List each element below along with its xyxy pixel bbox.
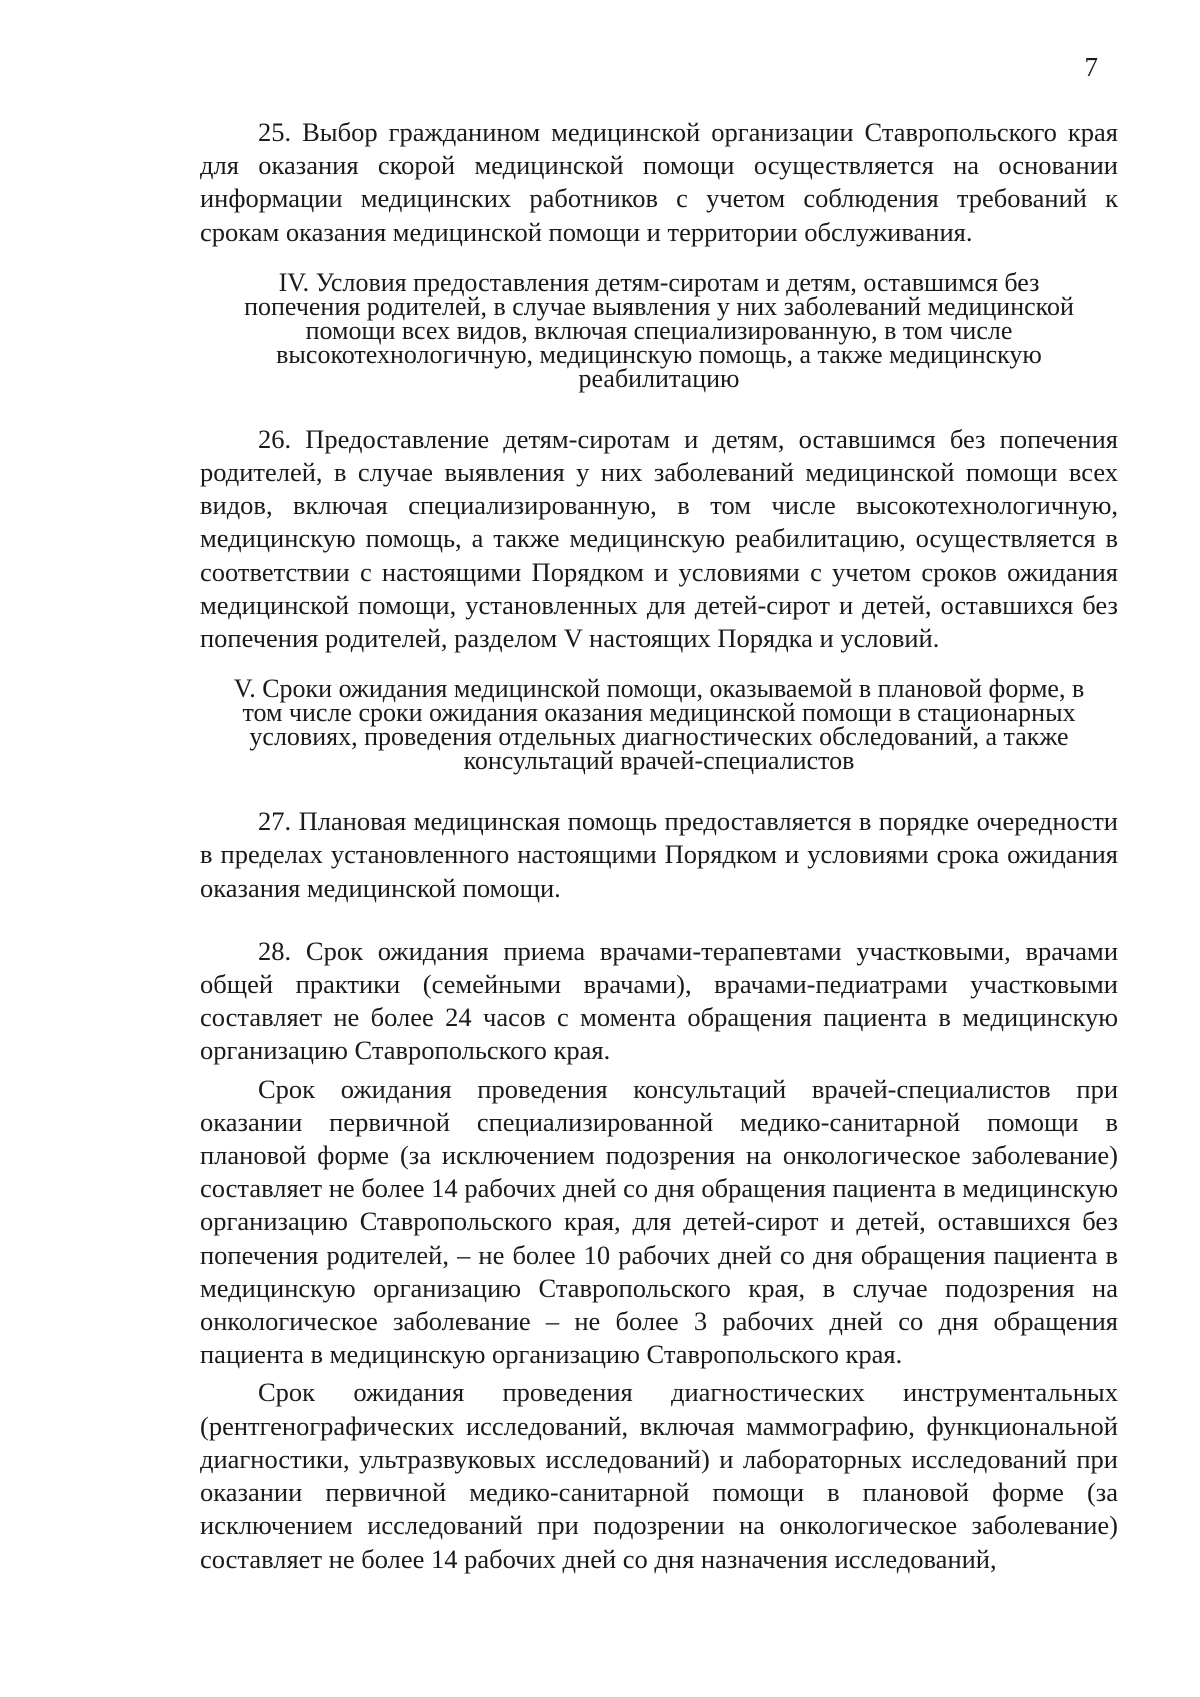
paragraph-28-consultations: Срок ожидания проведения консультаций врачей-специалистов при оказании первичной специализированной медико-санитарной помощи в плановой форме (за исключением подозрения на онкологическое заболевание) составляет не более 14 рабочих дней со дня обращения пациента в медицинскую организацию Ставропольского края, для детей-сирот и детей, оставшихся без попечения родителей, – не более 10 рабочих дней со дня обращения пациента в медицинскую организацию Ставропольского края, в случае подозрения на онкологическое заболевание – не более 3 рабочих дней со дня обращения пациента в медицинскую организацию Ставропольского края. — [200, 1073, 1118, 1370]
section-heading-iv: IV. Условия предоставления детям-сиротам и детям, оставшимся без попечения родителей, в случае выявления у них заболеваний медицинской помощи всех видов, включая специализированную, в том числе высокотехнологичную, медицинскую помощь, а также медицинскую реабилитацию — [244, 267, 1074, 393]
page-number: 7 — [1084, 52, 1098, 82]
document-body — [200, 116, 1118, 1576]
section-heading-v: V. Сроки ожидания медицинской помощи, оказываемой в плановой форме, в том числе сроки ожидания оказания медицинской помощи в стационарных условиях, проведения отдельных диагностических обследований, а также консультаций врачей-специалистов — [233, 674, 1085, 776]
paragraph-26: 26. Предоставление детям-сиротам и детям, оставшимся без попечения родителей, в случае выявления у них заболеваний медицинской помощи всех видов, включая специализированную, в том числе высокотехнологичную, медицинскую помощь, а также медицинскую реабилитацию, осуществляется в соответствии с настоящими Порядком и условиями с учетом сроков ожидания медицинской помощи, установленных для детей-сирот и детей, оставшихся без попечения родителей, разделом V настоящих Порядка и условий. — [200, 423, 1118, 654]
paragraph-28-diagnostics: Срок ожидания проведения диагностических инструментальных (рентгенографических исследований, включая маммографию, функциональной диагностики, ультразвуковых исследований) и лабораторных исследований при оказании первичной медико-санитарной помощи в плановой форме (за исключением исследований при подозрении на онкологическое заболевание) составляет не более 14 рабочих дней со дня назначения исследований, — [200, 1377, 1118, 1574]
paragraph-25: 25. Выбор гражданином медицинской организации Ставропольского края для оказания скорой медицинской помощи осуществляется на основании информации медицинских работников с учетом соблюдения требований к срокам оказания медицинской помощи и территории обслуживания. — [200, 117, 1118, 247]
paragraph-27: 27. Плановая медицинская помощь предоставляется в порядке очередности в пределах установленного настоящими Порядком и условиями срока ожидания оказания медицинской помощи. — [200, 806, 1118, 903]
paragraph-28: 28. Срок ожидания приема врачами-терапевтами участковыми, врачами общей практики (семейными врачами), врачами-педиатрами участковыми составляет не более 24 часов с момента обращения пациента в медицинскую организацию Ставропольского края. — [200, 935, 1118, 1066]
